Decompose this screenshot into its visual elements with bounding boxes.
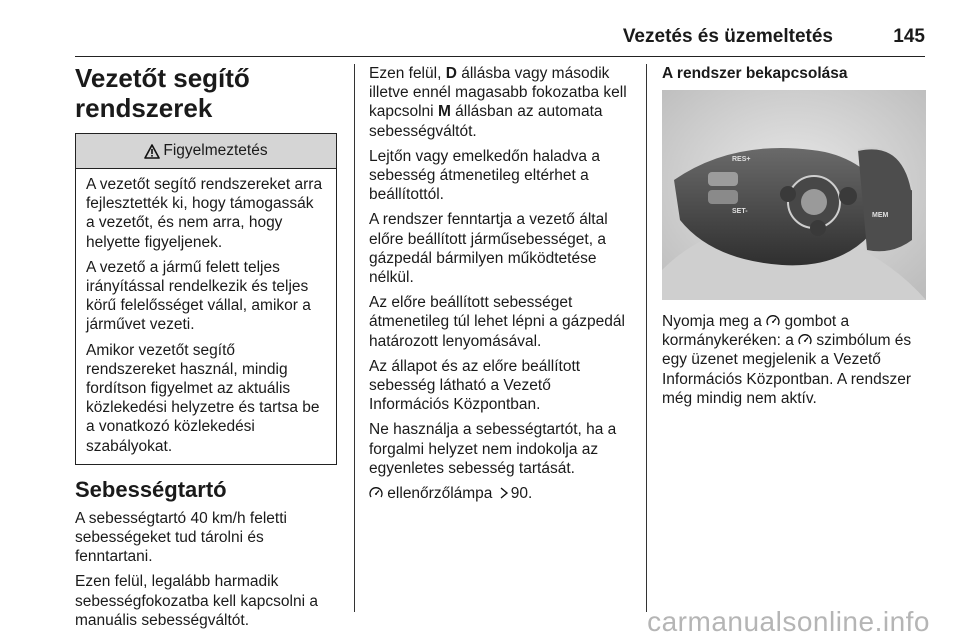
- body-paragraph: Az előre beállított sebességet átmenetileg túl lehet lépni a gázpedál határozott lenyomásával.: [369, 294, 625, 350]
- warning-box: [75, 133, 337, 465]
- subsection-title: Sebességtartó: [75, 476, 227, 502]
- warning-paragraph: A vezetőt segítő rendszereket arra fejlesztették ki, hogy támogassák a vezetőt, és nem arra, hogy helyette figyeljenek.: [86, 176, 323, 251]
- res-plus-label: RES+: [732, 156, 751, 163]
- watermark: carmanualsonline.info: [647, 606, 930, 637]
- mem-label: MEM: [872, 212, 889, 219]
- cruise-control-icon: [798, 334, 812, 346]
- warning-paragraph: Amikor vezetőt segítő rendszereket használ, mindig fordítson figyelmet az aktuális közlekedési helyzetre és tartsa be a vonatkozó közlekedési szabályokat.: [86, 341, 320, 455]
- reference-paragraph: ellenőrzőlámpa 90.: [369, 484, 633, 503]
- warning-body: [76, 169, 336, 464]
- warning-triangle-icon: [144, 144, 160, 159]
- section-title: Vezetőt segítő rendszerek: [75, 63, 250, 123]
- warning-paragraph: A vezető a jármű felett teljes irányítással rendelkezik és teljes körű felelősséget vállal, amikor a járművet vezeti.: [86, 258, 311, 334]
- page-reference-arrow-icon: [499, 487, 509, 499]
- body-paragraph: Nyomja meg a gombot a kormánykeréken: a szimbólum és egy üzenet megjelenik a Vezető Információs Központban. A rendszer még mindig nem aktív.: [662, 313, 912, 407]
- cruise-control-icon: [766, 315, 780, 327]
- body-paragraph: Lejtőn vagy emelkedőn haladva a sebesség átmenetileg eltérhet a beállítottól.: [369, 147, 600, 204]
- warning-title: Figyelmeztetés: [163, 142, 268, 159]
- gear-d-label: D: [445, 65, 457, 82]
- steering-wheel-controls-photo: [662, 90, 926, 300]
- page-number: 145: [893, 26, 925, 47]
- steering-wheel-illustration: [662, 90, 926, 300]
- chapter-title: Vezetés és üzemeltetés: [622, 26, 833, 47]
- body-paragraph: Ezen felül, D állásba vagy második illetve ennél magasabb fokozatba kell kapcsolni M állásban az automata sebességváltót.: [369, 65, 627, 140]
- body-paragraph: Ne használja a sebességtartót, ha a forgalmi helyzet nem indokolja az egyenletes sebesség tartását.: [369, 421, 617, 477]
- gear-m-label: M: [437, 103, 451, 121]
- column-divider: [354, 64, 355, 612]
- subsection-title: A rendszer bekapcsolása: [662, 65, 848, 82]
- cruise-control-icon: [369, 487, 383, 499]
- body-paragraph: Ezen felül, legalább harmadik sebességfokozatba kell kapcsolni a manuális sebességváltót.: [75, 573, 318, 629]
- body-paragraph: Az állapot és az előre beállított sebesség látható a Vezető Információs Központban.: [369, 357, 581, 414]
- body-paragraph: A sebességtartó 40 km/h feletti sebességeket tud tárolni és fenntartani.: [75, 509, 287, 566]
- column-1: [75, 63, 337, 636]
- column-3: [662, 64, 926, 414]
- page-header: [75, 22, 925, 57]
- column-divider: [646, 64, 647, 612]
- reference-link[interactable]: 90.: [510, 485, 533, 503]
- warning-header: [76, 134, 336, 169]
- set-minus-label: SET-: [732, 208, 748, 215]
- column-2: [369, 64, 633, 509]
- body-paragraph: A rendszer fenntartja a vezető által előre beállított járműsebességet, a gázpedál bármilyen működtetése nélkül.: [369, 211, 608, 287]
